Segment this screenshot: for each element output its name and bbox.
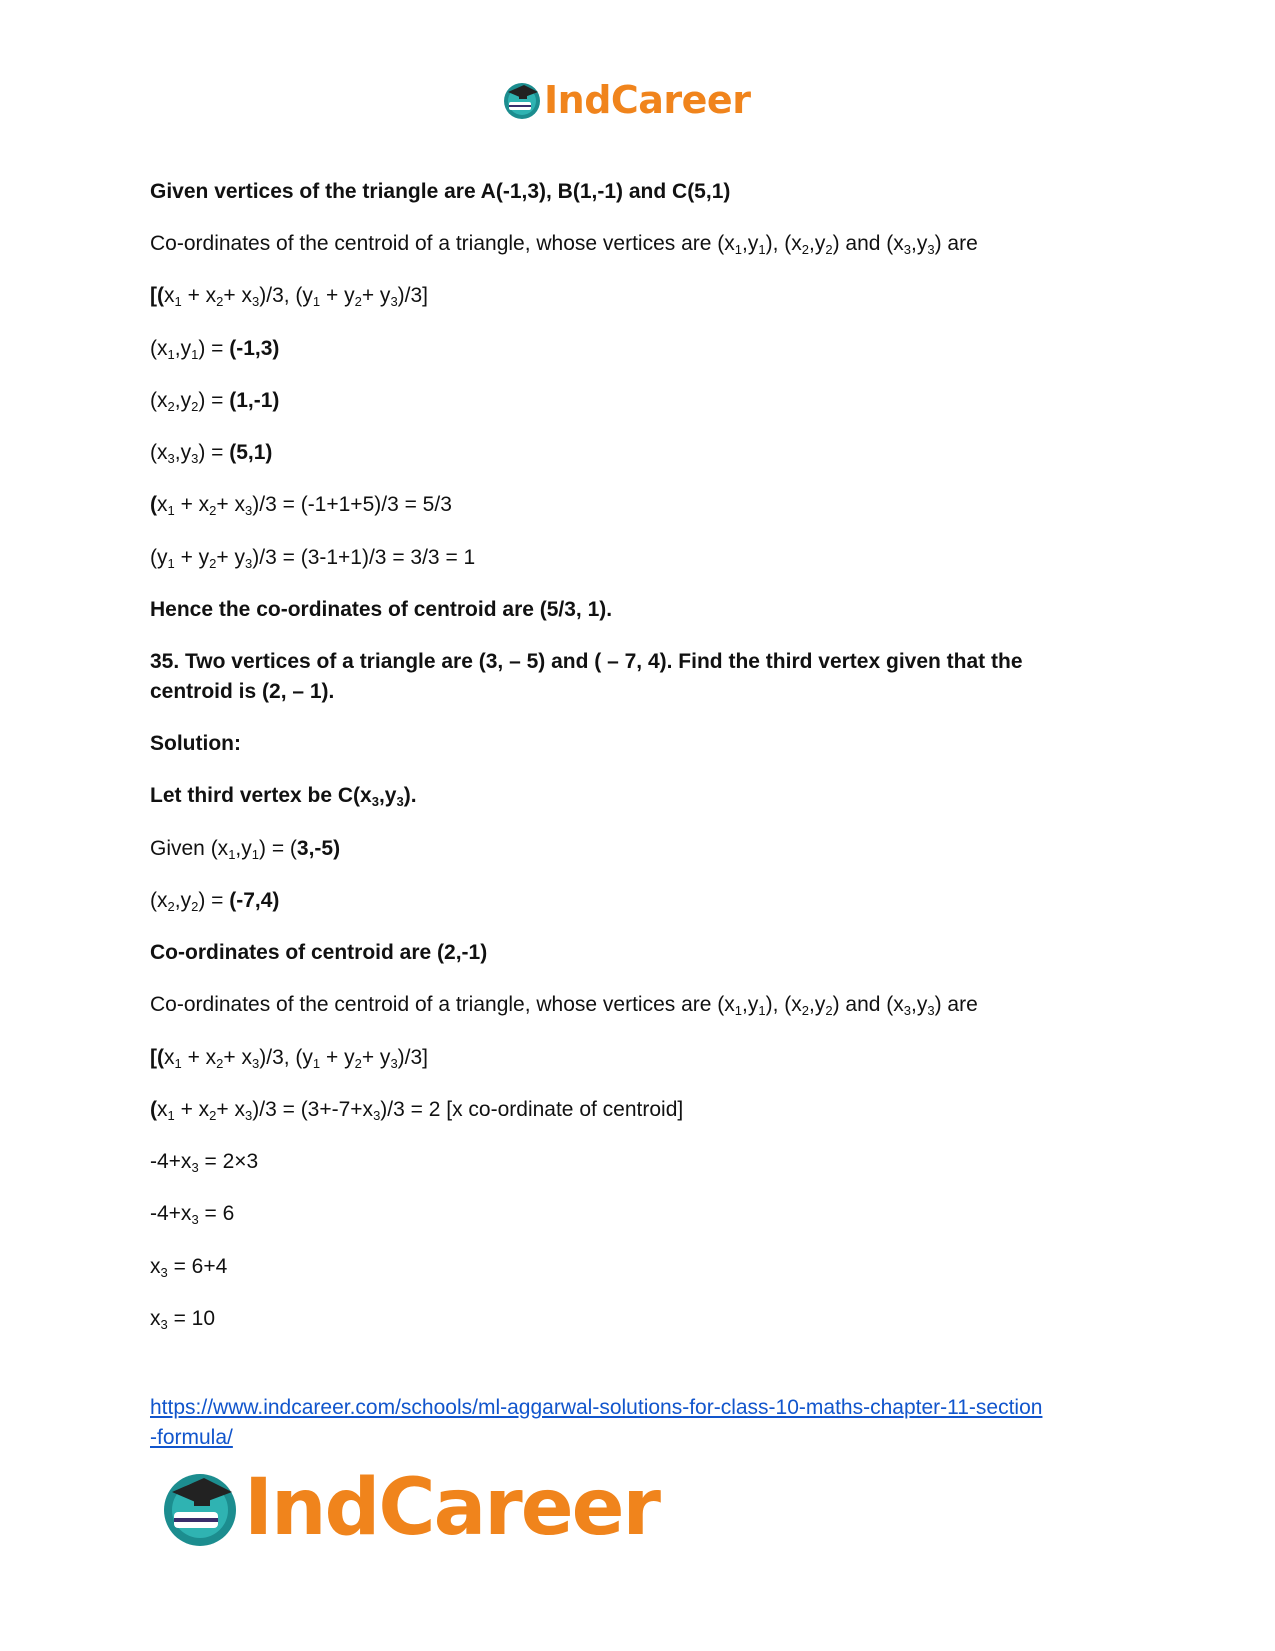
third-vertex-statement: Let third vertex be $C(x_3,y_3)$. [150,784,417,809]
question-35-line-2: centroid is (2, – 1). [150,680,335,703]
centroid-formula: [$(x_1 + x_2+ x_3)/3$, $(y_1 + y_2+ y_3)/3$] [150,284,429,309]
source-url-link[interactable]: https://www.indcareer.com/schools/ml-aggarwal-solutions-for-class-10-maths-chapter-11-section -formula/ [150,1396,1043,1449]
given-vertex-1: Given $(x_1,y_1) = (3,-5)$ [150,837,341,862]
logo-text: IndCareer [244,1463,659,1553]
question-35-line-1: 35. Two vertices of a triangle are (3, – 5) and ( – 7, 4). Find the third vertex given that the [150,650,1023,673]
y-centroid-calculation: $(y_1 + y_2+ y_3)/3 = (3-1+1)/3 = 3/3 = 1$ [150,546,476,571]
indcareer-logo-top [502,80,750,120]
graduation-book-icon [502,80,542,120]
vertex-3-assignment: $(x_3,y_3) = (5,1)$ [150,441,273,466]
x-coordinate-equation: $(x_1 + x_2+ x_3)/3 = (3+-7+x_3)/3 = 2$ [x co-ordinate of centroid] [150,1098,684,1123]
equation-step-3: $x_3 = 6+4$ [150,1255,228,1280]
equation-step-4: $x_3 = 10$ [150,1307,216,1332]
centroid-result: Hence the co-ordinates of centroid are (5/3, 1). [150,598,613,621]
centroid-formula-intro-2: Co-ordinates of the centroid of a triangle, whose vertices are $(x_1,y_1)$, $(x_2,y_2)$ and $(x_3,y_3)$ are [150,993,978,1018]
given-centroid: Co-ordinates of centroid are (2,-1) [150,941,488,964]
given-vertices-heading: Given vertices of the triangle are A(-1,3), B(1,-1) and C(5,1) [150,180,731,203]
indcareer-logo-bottom [160,1463,659,1553]
equation-step-1: $-4+x_3 = 2\times 3$ [150,1150,259,1175]
equation-step-2: $-4+x_3 = 6$ [150,1202,235,1227]
logo-text: IndCareer [544,78,751,122]
given-vertex-2: $(x_2,y_2) = (-7,4)$ [150,889,280,914]
vertex-1-assignment: $(x_1,y_1) = (-1,3)$ [150,337,280,362]
centroid-formula-intro: Co-ordinates of the centroid of a triangle, whose vertices are $(x_1,y_1)$, $(x_2,y_2)$ and $(x_3,y_3)$ are [150,232,978,257]
centroid-formula-2: [$(x_1 + x_2+ x_3)/3$, $(y_1 + y_2+ y_3)/3$] [150,1046,429,1071]
vertex-2-assignment: $(x_2,y_2) = (1,-1)$ [150,389,280,414]
solution-heading: Solution: [150,732,241,755]
x-centroid-calculation: $(x_1 + x_2+ x_3)/3 = (-1+1+5)/3 = 5/3$ [150,493,452,518]
graduation-book-icon [160,1468,240,1548]
